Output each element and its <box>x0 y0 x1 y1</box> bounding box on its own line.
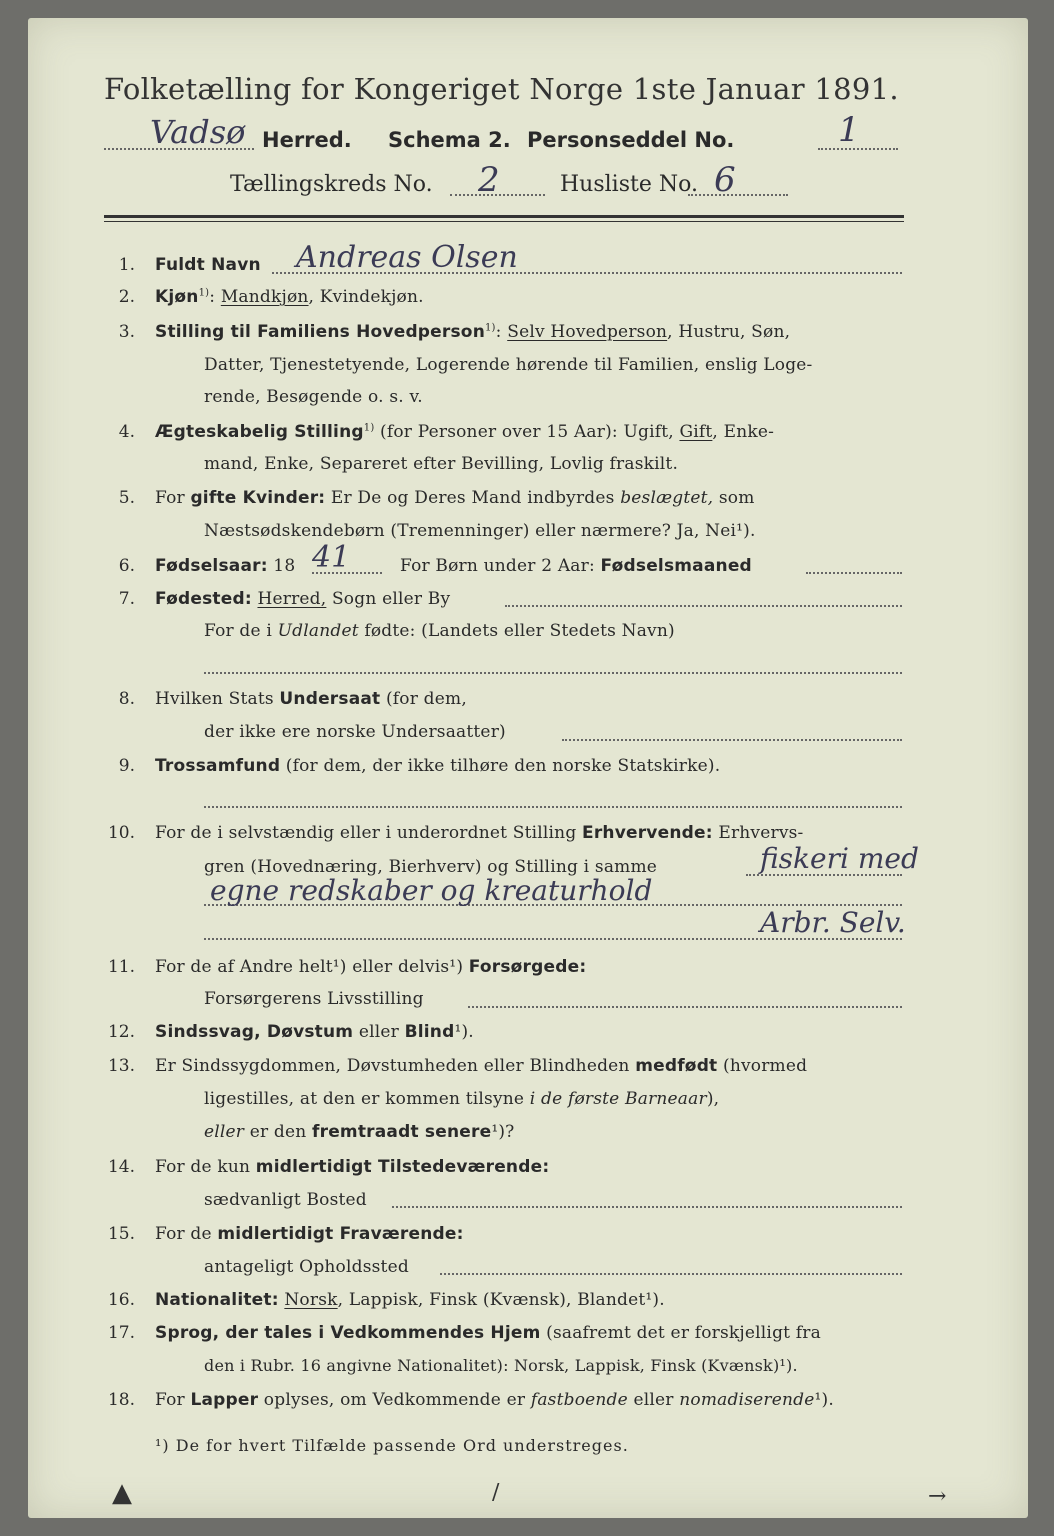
q10-label: Erhvervende: <box>582 823 713 843</box>
q17-label: Sprog, der tales i Vedkommendes Hjem <box>155 1323 541 1343</box>
q16-line <box>155 1290 665 1310</box>
q9-line1 <box>155 756 720 776</box>
q6-line-right <box>400 556 752 576</box>
pen-mark-left: ▲ <box>112 1478 132 1508</box>
q2-sup: 1) <box>198 287 210 299</box>
q14-line2: sædvanligt Bosted <box>204 1190 367 1210</box>
footnote: ¹) De for hvert Tilfælde passende Ord understreges. <box>155 1436 629 1455</box>
q7-option-herred: Herred, <box>257 589 327 609</box>
q7-dotline1 <box>505 605 902 607</box>
q9-rest: (for dem, der ikke tilhøre den norske Statskirke). <box>280 756 721 776</box>
q12-label2: Blind <box>404 1022 455 1042</box>
q9-label: Trossamfund <box>155 756 281 776</box>
q10-line2: gren (Hovednæring, Bierhverv) og Stilling i samme <box>204 857 658 877</box>
q7-line2-rest: fødte: (Landets eller Stedets Navn) <box>358 621 675 641</box>
herred-value: Vadsø <box>150 113 246 151</box>
q3-number: 3. <box>118 322 135 342</box>
q12-number: 12. <box>107 1022 135 1042</box>
q18-line <box>155 1390 834 1410</box>
q13-line2-rest: ), <box>706 1089 720 1109</box>
q11-line1 <box>155 957 586 977</box>
q13-line3-rest: ¹)? <box>491 1122 515 1142</box>
q2-colon: : <box>209 287 216 307</box>
q11-number: 11. <box>107 957 135 977</box>
q6-year-prefix: 18 <box>267 556 296 576</box>
q5-label: gifte Kvinder: <box>190 488 326 508</box>
husliste-dotline <box>688 194 788 196</box>
q16-number: 16. <box>107 1290 135 1310</box>
q1-value: Andreas Olsen <box>296 240 518 275</box>
q9-dotline <box>204 806 902 808</box>
q14-line1 <box>155 1157 549 1177</box>
q5-pre: For <box>155 488 191 508</box>
q16-rest: , Lappisk, Finsk (Kvænsk), Blandet¹). <box>337 1290 665 1310</box>
q18-mid2: eller <box>627 1390 680 1410</box>
q8-line1 <box>155 689 467 709</box>
q5-line2: Næstsødskendebørn (Tremenninger) eller nærmere? Ja, Nei¹). <box>204 521 756 541</box>
q10-value2: egne redskaber og kreaturhold <box>210 874 653 907</box>
q4-sup: 1) <box>363 422 375 434</box>
q7-number: 7. <box>118 589 135 609</box>
q13-line3-label: fremtraadt senere <box>312 1122 492 1142</box>
q16-label: Nationalitet: <box>155 1290 279 1310</box>
q10-number: 10. <box>107 823 135 843</box>
q10-value1: fiskeri med <box>760 842 919 875</box>
q14-label: midlertidigt Tilstedeværende: <box>255 1157 550 1177</box>
q5-text: Er De og Deres Mand indbyrdes <box>325 488 621 508</box>
q17-rest: (saafremt det er forskjelligt fra <box>540 1323 821 1343</box>
q8-line2: der ikke ere norske Undersaatter) <box>204 722 506 742</box>
q4-number: 4. <box>118 422 135 442</box>
q10-line1 <box>155 823 804 843</box>
q15-line2: antageligt Opholdssted <box>204 1257 409 1277</box>
q3-line1 <box>155 322 790 342</box>
q12-line <box>155 1022 474 1042</box>
q11-line2: Forsørgerens Livsstilling <box>204 989 424 1009</box>
q3-label: Stilling til Familiens Hovedperson <box>155 322 485 342</box>
q5-number: 5. <box>118 488 135 508</box>
q4-option-gift: Gift <box>679 422 713 442</box>
q6-line <box>155 556 295 576</box>
q2-option-mandkjon: Mandkjøn <box>220 287 309 307</box>
q7-rest: Sogn eller By <box>326 589 451 609</box>
q18-italic1: fastboende <box>530 1390 628 1410</box>
q5-line1 <box>155 488 755 508</box>
q10-rest: Erhvervs- <box>712 823 804 843</box>
q13-number: 13. <box>107 1056 135 1076</box>
q13-rest: (hvormed <box>717 1056 808 1076</box>
q3-colon: : <box>495 322 502 342</box>
q6-text: For Børn under 2 Aar: <box>400 556 601 576</box>
q8-dotline <box>562 739 902 741</box>
q13-text: Er Sindssygdommen, Døvstumheden eller Blindheden <box>155 1056 636 1076</box>
q13-line3-italic: eller <box>204 1122 245 1142</box>
kreds-value: 2 <box>478 160 500 200</box>
q13-line3 <box>204 1122 514 1142</box>
q3-option-selv-hovedperson: Selv Hovedperson <box>507 322 668 342</box>
q6-label2: Fødselsmaaned <box>600 556 752 576</box>
q8-label: Undersaat <box>279 689 381 709</box>
q14-text: For de kun <box>155 1157 256 1177</box>
q7-line2-pre: For de i <box>204 621 278 641</box>
q2-label: Kjøn <box>155 287 199 307</box>
q4-line1 <box>155 422 774 442</box>
q1-number: 1. <box>118 255 135 275</box>
personseddel-label: Personseddel No. <box>527 128 735 152</box>
q13-line2-italic: i de første Barneaar <box>529 1089 707 1109</box>
q18-italic2: nomadiserende <box>679 1390 815 1410</box>
q7-line1 <box>155 589 450 609</box>
q14-number: 14. <box>107 1157 135 1177</box>
q6-dotline <box>806 572 902 574</box>
kreds-label: Tællingskreds No. <box>230 172 433 197</box>
q6-label: Fødselsaar: <box>155 556 268 576</box>
q13-line2-pre: ligestilles, at den er kommen tilsyne <box>204 1089 530 1109</box>
header-rule-top <box>104 215 904 218</box>
q1-label: Fuldt Navn <box>155 255 261 275</box>
q12-label: Sindssvag, Døvstum <box>155 1022 354 1042</box>
pen-mark-right: → <box>928 1484 947 1509</box>
husliste-value: 6 <box>714 160 736 200</box>
pen-mark-center: ∕ <box>492 1480 500 1505</box>
q7-line2-italic: Udlandet <box>277 621 359 641</box>
q17-line2: den i Rubr. 16 angivne Nationalitet): Norsk, Lappisk, Finsk (Kvænsk)¹). <box>204 1356 798 1375</box>
q12-mid: eller <box>353 1022 405 1042</box>
q3-line2: Datter, Tjenestetyende, Logerende hørende til Familien, enslig Loge- <box>204 355 813 375</box>
q3-sup: 1) <box>485 322 496 334</box>
q13-line3-pre: er den <box>244 1122 313 1142</box>
q15-dotline <box>440 1273 902 1275</box>
q15-text: For de <box>155 1224 218 1244</box>
q15-label: midlertidigt Fraværende: <box>217 1224 464 1244</box>
q9-number: 9. <box>118 756 135 776</box>
q4-label: Ægteskabelig Stilling <box>155 422 364 442</box>
q18-rest: ¹). <box>814 1390 834 1410</box>
q11-dotline <box>468 1006 902 1008</box>
q8-text: Hvilken Stats <box>155 689 280 709</box>
q11-label: Forsørgede: <box>468 957 587 977</box>
q7-dotline2 <box>204 672 902 674</box>
q15-line1 <box>155 1224 464 1244</box>
schema-label: Schema 2. <box>388 128 511 152</box>
form-title: Folketælling for Kongeriget Norge 1ste Januar 1891. <box>104 72 899 106</box>
q6-year-value: 41 <box>312 540 351 575</box>
q17-line1 <box>155 1323 821 1343</box>
header-rule-bottom <box>104 221 904 222</box>
q17-number: 17. <box>107 1323 135 1343</box>
q18-mid: oplyses, om Vedkommende er <box>258 1390 531 1410</box>
q5-rest: som <box>713 488 755 508</box>
husliste-label: Husliste No. <box>560 172 698 197</box>
q3-line3: rende, Besøgende o. s. v. <box>204 387 423 407</box>
q7-label: Fødested: <box>155 589 252 609</box>
q5-italic: beslægtet, <box>620 488 714 508</box>
q18-number: 18. <box>107 1390 135 1410</box>
q13-label: medfødt <box>635 1056 718 1076</box>
q16-option-norsk: Norsk <box>284 1290 338 1310</box>
q15-number: 15. <box>107 1224 135 1244</box>
q11-text: For de af Andre helt¹) eller delvis¹) <box>155 957 469 977</box>
personseddel-value: 1 <box>838 110 860 150</box>
q12-rest: ¹). <box>454 1022 474 1042</box>
q7-line2 <box>204 621 675 641</box>
q13-line1 <box>155 1056 807 1076</box>
q6-number: 6. <box>118 556 135 576</box>
herred-label: Herred. <box>262 128 352 152</box>
q10-text: For de i selvstændig eller i underordnet Stilling <box>155 823 583 843</box>
q3-rest1: , Hustru, Søn, <box>667 322 791 342</box>
q2-number: 2. <box>118 287 135 307</box>
q8-number: 8. <box>118 689 135 709</box>
q18-label: Lapper <box>190 1390 259 1410</box>
q4-text: (for Personer over 15 Aar): Ugift, <box>374 422 680 442</box>
q4-line2: mand, Enke, Separeret efter Bevilling, Lovlig fraskilt. <box>204 454 679 474</box>
q18-text: For <box>155 1390 191 1410</box>
q8-rest: (for dem, <box>380 689 467 709</box>
q2-line <box>155 287 424 307</box>
q2-rest: , Kvindekjøn. <box>308 287 424 307</box>
q13-line2 <box>204 1089 719 1109</box>
q4-rest: , Enke- <box>712 422 775 442</box>
q14-dotline <box>392 1206 902 1208</box>
q10-value3: Arbr. Selv. <box>760 906 906 939</box>
